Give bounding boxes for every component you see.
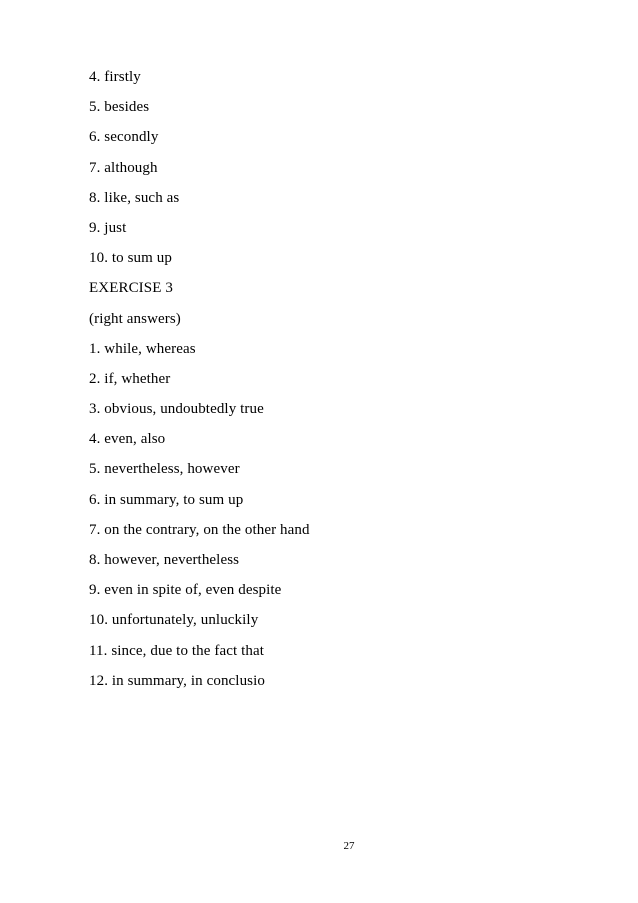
list-item: 7. although [89, 159, 158, 176]
list-item: 12. in summary, in conclusio [89, 672, 265, 689]
list-item: 5. besides [89, 99, 150, 116]
list-item: 3. obvious, undoubtedly true [89, 401, 264, 418]
list-item: 1. while, whereas [89, 340, 196, 357]
list-item: 4. even, also [89, 431, 166, 448]
list-item: 9. just [89, 219, 127, 236]
list-item: 4. firstly [89, 69, 141, 85]
answer-list [89, 62, 310, 696]
exercise-subheading: (right answers) [89, 310, 181, 327]
exercise-heading: EXERCISE 3 [89, 280, 173, 297]
list-item: 11. since, due to the fact that [89, 642, 264, 659]
list-item: 5. nevertheless, however [89, 461, 240, 478]
list-item: 2. if, whether [89, 370, 171, 387]
page-number: 27 [343, 840, 355, 852]
list-item: 6. secondly [89, 129, 159, 146]
list-item: 10. to sum up [89, 250, 172, 267]
list-item: 10. unfortunately, unluckily [89, 612, 259, 629]
list-item: 9. even in spite of, even despite [89, 582, 282, 599]
list-item: 7. on the contrary, on the other hand [89, 521, 310, 538]
list-item: 8. however, nevertheless [89, 552, 240, 568]
list-item: 8. like, such as [89, 189, 180, 206]
list-item: 6. in summary, to sum up [89, 491, 244, 508]
